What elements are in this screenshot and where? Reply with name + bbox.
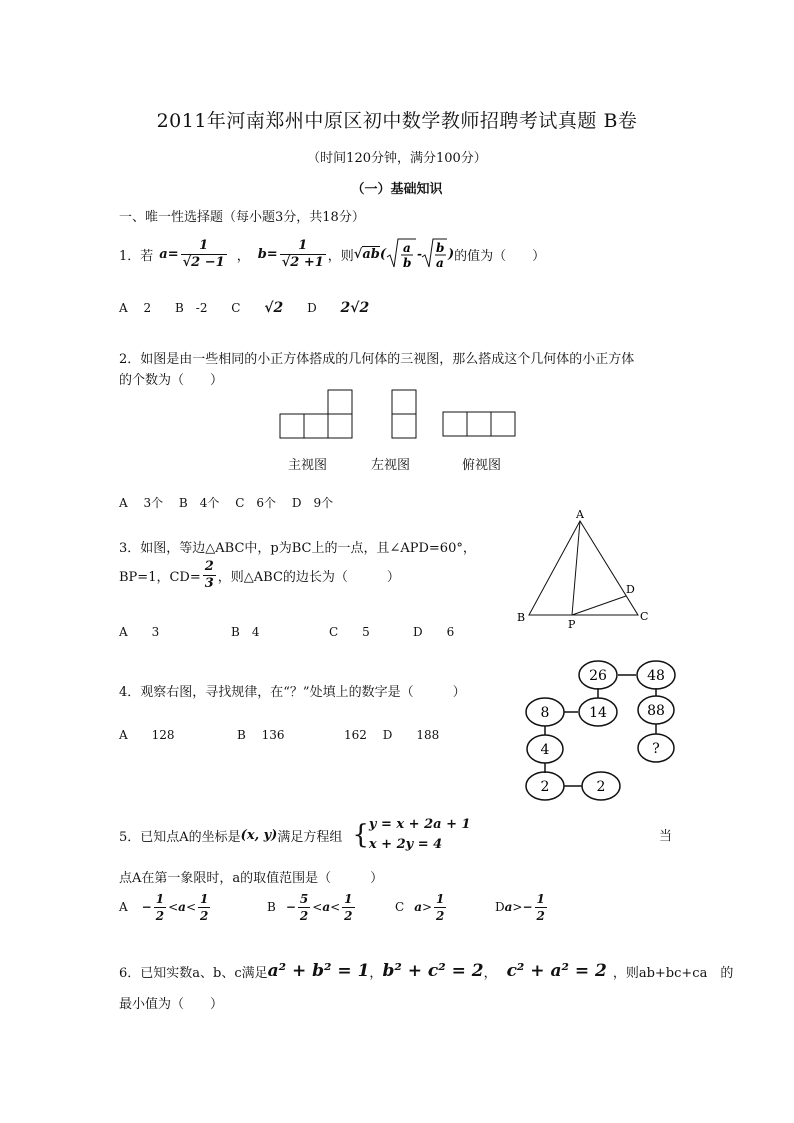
q5-opt-a-lt2: < — [185, 900, 196, 914]
front-view-figure — [280, 390, 352, 438]
q5-opt-d-frac — [535, 891, 547, 924]
q1-sep: ， — [236, 248, 250, 264]
q1-radical-ab: √ab — [353, 246, 380, 262]
q6-eq3: c² + a² = 2 — [506, 961, 607, 981]
q3-triangle-figure — [512, 506, 657, 632]
q4-line1: 4．观察右图，寻找规律，在“？”处填上的数字是（ ） — [119, 685, 466, 700]
q5-opt-b-label: B — [267, 900, 276, 914]
q5-mid: 满足方程组 — [277, 829, 343, 845]
q5-tail: 当 — [659, 829, 673, 844]
q5-opt-a-frac2-num: 1 — [200, 891, 209, 906]
node-unknown-text: ? — [652, 741, 660, 757]
q5-opt-b-frac2 — [342, 891, 354, 924]
q5-opt-d-var: a — [504, 900, 513, 914]
q2-line1: 2．如图是由一些相同的小正方体搭成的几何体的三视图，那么搭成这个几何体的小正方体 — [119, 352, 635, 367]
q6-sep1: ， — [369, 965, 383, 981]
q6-line2: 最小值为（ ） — [119, 997, 224, 1012]
side-view-figure — [392, 390, 416, 438]
q5-opt-a-frac2 — [198, 891, 210, 924]
q4-number-pattern — [520, 655, 710, 805]
node-2-right-text: 2 — [596, 779, 606, 795]
page-title: 2011年河南郑州中原区初中数学教师招聘考试真题 B卷 — [156, 110, 638, 132]
q6-sep2: ， — [483, 965, 497, 981]
q3-line2 — [119, 555, 400, 595]
q1-options — [119, 299, 369, 316]
q5-opt-c-frac-den: 2 — [436, 908, 445, 923]
q5-system — [369, 815, 471, 855]
vertex-a-label: A — [576, 508, 584, 521]
q6-eq1: a² + b² = 1 — [267, 961, 370, 981]
q5-opt-d-minus: − — [522, 900, 533, 914]
q1-radicals-svg — [386, 237, 448, 271]
q1-minus: - — [417, 247, 422, 261]
front-view-label: 主视图 — [288, 458, 328, 473]
q4-option-b: B 136 — [237, 728, 285, 742]
q5-opt-b-lt1: < — [312, 900, 323, 914]
q4-option-cd: 162 D 188 — [344, 728, 440, 742]
q1-option-a: A 2 — [119, 301, 152, 315]
q1-a-over-b-den: b — [403, 256, 412, 270]
q3-options — [119, 623, 455, 640]
q1-frac-b-den: √2 +1 — [281, 254, 324, 270]
q1-suffix: 的值为（ ） — [454, 248, 546, 264]
q5-opt-c-frac-num: 1 — [436, 891, 445, 906]
q1-prefix: 1．若 — [119, 248, 154, 264]
q5-opt-d-frac-den: 2 — [536, 908, 545, 923]
q5-line2: 点A在第一象限时，a的取值范围是（ ） — [119, 871, 384, 886]
q5-options — [119, 886, 679, 928]
exam-time-info: （时间120分钟，满分100分） — [307, 151, 487, 166]
q1-expr: ( a b - b a ) — [380, 237, 454, 271]
q5-opt-c-gt: > — [421, 900, 433, 914]
q5-eq2: x + 2y = 4 — [368, 837, 443, 852]
vertex-b-label: B — [517, 611, 526, 624]
q1-a-over-b-num: a — [403, 241, 411, 255]
q5-opt-b-frac1-den: 2 — [299, 908, 309, 923]
q5-opt-d-label: D — [495, 900, 505, 914]
q3-line2-prefix: BP=1，CD= — [119, 569, 201, 585]
q1-option-d-label: D — [307, 301, 317, 315]
q5-opt-b-frac2-den: 2 — [344, 908, 353, 923]
q1-option-c-value: √2 — [264, 300, 284, 316]
point-d-label: D — [626, 583, 635, 596]
q5-coord: (x, y) — [240, 827, 278, 843]
q5-line1 — [119, 815, 471, 855]
q5-brace: { — [352, 820, 369, 850]
q5-opt-a-lt1: < — [168, 900, 179, 914]
q1-frac-a — [181, 238, 227, 271]
q5-opt-a-frac1 — [154, 891, 166, 924]
q1-then: ，则 — [327, 248, 354, 264]
q1-eq-b: = — [266, 246, 278, 262]
q5-opt-c-var: a — [414, 900, 422, 914]
q5-opt-d-frac-num: 1 — [536, 891, 545, 906]
q6-eq2: b² + c² = 2 — [382, 961, 484, 981]
q5-opt-a-var: a — [178, 900, 186, 914]
top-view-figure — [443, 412, 515, 436]
q3-option-d: D 6 — [413, 625, 455, 639]
q5-eq1: y = x + 2a + 1 — [368, 817, 471, 832]
q2-line2: 的个数为（ ） — [119, 373, 224, 388]
q1-b-over-a-num: b — [436, 241, 445, 255]
q1-frac-b-num: 1 — [280, 238, 326, 255]
question-1 — [119, 236, 545, 272]
top-view-label: 俯视图 — [462, 458, 502, 473]
q5-opt-a-frac1-den: 2 — [155, 908, 165, 923]
side-view-label: 左视图 — [371, 458, 411, 473]
node-48-text: 48 — [647, 668, 665, 684]
q1-option-c-label: C — [231, 301, 241, 315]
q5-option-b — [267, 886, 357, 928]
q3-option-b: B 4 — [231, 625, 260, 639]
q5-opt-d-gt: > — [512, 900, 523, 914]
q5-opt-b-frac1 — [298, 891, 310, 924]
q5-opt-c-label: C — [395, 900, 405, 914]
q3-line1: 3．如图，等边△ABC中，p为BC上的一点，且∠APD=60°， — [119, 541, 476, 556]
q6-line1 — [119, 956, 733, 986]
q3-option-c: C 5 — [329, 625, 370, 639]
q1-frac-b — [280, 238, 326, 271]
q5-opt-b-minus: − — [285, 900, 296, 914]
node-2-left-text: 2 — [540, 779, 550, 795]
vertex-c-label: C — [640, 610, 649, 623]
q3-frac-cd — [203, 559, 216, 592]
q1-frac-a-num: 1 — [181, 238, 227, 255]
q3-frac-num: 2 — [204, 558, 214, 574]
q1-b-over-a-den: a — [436, 256, 444, 270]
q5-opt-b-var: a — [322, 900, 331, 914]
q5-opt-a-label: A — [119, 900, 128, 914]
q2-options: A 3个 B 4个 C 6个 D 9个 — [119, 496, 334, 510]
node-8-text: 8 — [540, 705, 550, 721]
node-88-text: 88 — [647, 703, 665, 719]
q5-opt-a-minus: − — [141, 900, 152, 914]
q1-var-b: b — [257, 246, 267, 262]
q2-three-views — [270, 388, 530, 442]
q5-option-c — [395, 886, 448, 928]
q5-opt-a-frac2-den: 2 — [200, 908, 209, 923]
q4-options — [119, 726, 440, 743]
q5-option-d — [495, 886, 549, 928]
q1-var-a: a — [159, 246, 168, 262]
q3-line2-suffix: ，则△ABC的边长为（ ） — [217, 569, 400, 585]
q5-opt-c-frac — [434, 891, 446, 924]
q3-frac-den: 3 — [204, 575, 214, 591]
q5-opt-b-lt2: < — [330, 900, 341, 914]
q1-option-b: B -2 — [174, 301, 208, 315]
q4-option-a: A 128 — [119, 728, 175, 742]
point-p-label: P — [568, 618, 576, 631]
q1-radicand-ab: ab — [362, 246, 380, 262]
q1-frac-a-den: √2 −1 — [182, 254, 225, 270]
q5-option-a — [119, 886, 212, 928]
part1-heading: 一、唯一性选择题（每小题3分，共18分） — [119, 210, 365, 225]
q5-opt-b-frac1-num: 5 — [299, 891, 309, 906]
node-4-text: 4 — [540, 742, 550, 758]
section-heading: （一）基础知识 — [351, 182, 443, 197]
q5-opt-a-frac1-num: 1 — [155, 891, 165, 906]
node-26-text: 26 — [589, 668, 607, 684]
q6-prefix: 6．已知实数a、b、c满足 — [119, 965, 268, 981]
q1-option-d-value: 2√2 — [340, 300, 370, 316]
node-14-text: 14 — [589, 705, 607, 721]
q6-suffix: ，则ab+bc+ca 的 — [612, 965, 734, 981]
q5-opt-b-frac2-num: 1 — [344, 891, 353, 906]
q5-prefix: 5．已知点A的坐标是 — [119, 829, 241, 845]
q1-eq-a: = — [167, 246, 179, 262]
q3-option-a: A 3 — [119, 625, 160, 639]
